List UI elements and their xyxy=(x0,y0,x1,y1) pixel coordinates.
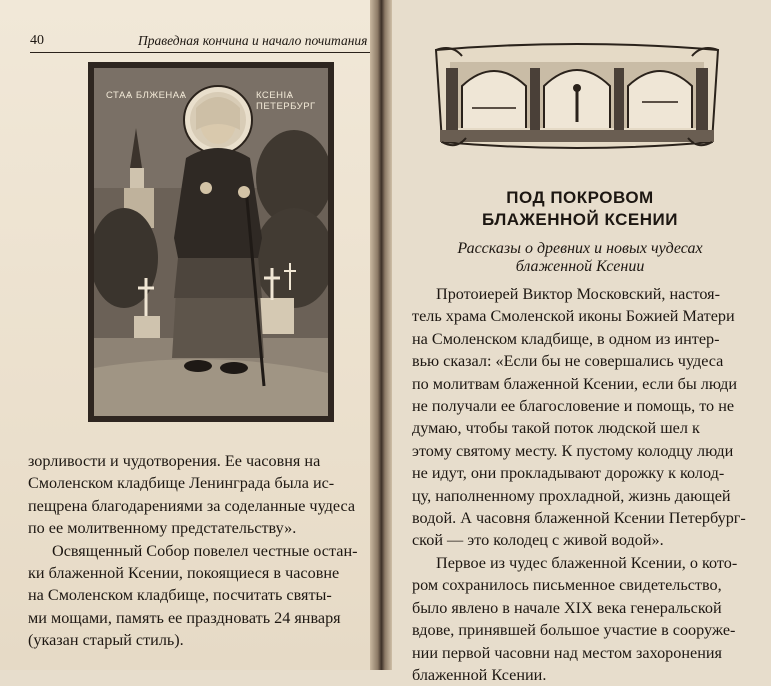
subtitle-line-2: блаженной Ксении xyxy=(515,258,645,275)
text-line: Первое из чудес блаженной Ксении, о кото- xyxy=(436,553,738,572)
text-line: было явлено в начале XIX века генеральской xyxy=(412,598,722,617)
text-line: вдове, принявшей большое участие в сооруже- xyxy=(412,621,736,640)
text-line: блаженной Ксении. xyxy=(412,665,547,684)
right-paragraph-2 xyxy=(412,552,748,686)
text-line: не идут, они прокладывают дорожку к колод- xyxy=(412,464,725,483)
icon-illustration xyxy=(88,62,334,422)
text-line: по молитвам блаженной Ксении, если бы люди xyxy=(412,374,738,393)
text-line: пещрена благодарениями за соделанные чудеса xyxy=(28,496,356,515)
page-number: 40 xyxy=(30,33,44,48)
text-line: зорливости и чудотворения. Ее часовня на xyxy=(28,452,321,470)
text-line: тель храма Смоленской иконы Божией Матери xyxy=(412,307,735,326)
arcade-vignette xyxy=(432,42,722,152)
icon-image xyxy=(94,68,328,416)
text-line: Протоиерей Виктор Московский, настоя- xyxy=(436,285,720,303)
text-line: ской — это колодец с живой водой». xyxy=(412,531,664,550)
text-line: цу, наполненному прохладной, жизнь дающей xyxy=(412,486,731,505)
text-line: ром сохранилось письменное свидетельство, xyxy=(412,576,722,595)
text-line: по ее молитвенному предстательству». xyxy=(28,519,297,538)
text-line: Смоленском кладбище Ленинграда была ис- xyxy=(28,474,335,493)
text-line: думаю, чтобы такой поток людской шел к xyxy=(412,419,700,438)
right-paragraph-1 xyxy=(412,283,748,552)
text-line: вью сказал: «Если бы не совершались чудеса xyxy=(412,352,724,371)
text-line: водой. А часовня блаженной Ксении Петербург- xyxy=(412,509,746,528)
section-title-line-1: ПОД ПОКРОВОМ xyxy=(506,188,654,207)
text-line: ки блаженной Ксении, покоящиеся в часовне xyxy=(28,564,340,583)
chapter-title: Праведная кончина и начало почитания xyxy=(138,33,368,48)
left-body-text xyxy=(28,450,368,652)
text-line: Освященный Собор повелел честные остан- xyxy=(52,541,358,560)
text-line: ми мощами, память ее праздновать 24 января xyxy=(28,608,341,627)
section-title-line-2: БЛАЖЕННОЙ КСЕНИИ xyxy=(482,210,678,229)
text-line: не получали ее благословение и помощь, то не xyxy=(412,397,735,416)
text-line: на Смоленском кладбище, в одном из интер- xyxy=(412,329,720,348)
icon-label-right: КСЕНІѦ ПЕТЕРБУРГ xyxy=(256,90,316,112)
left-paragraph-2 xyxy=(28,540,368,652)
text-line: на Смоленском кладбище, посчитать святы- xyxy=(28,586,332,605)
subtitle-line-1: Рассказы о древних и новых чудесах xyxy=(457,240,703,257)
left-paragraph-1 xyxy=(28,450,368,540)
running-head xyxy=(30,30,378,53)
icon-label-left: СТАѦ БЛЖЕНАѦ xyxy=(106,90,187,101)
right-body-text xyxy=(412,283,748,686)
text-line: этому святому месту. К пустому колодцу люди xyxy=(412,441,734,460)
text-line: (указан старый стиль). xyxy=(28,631,184,650)
left-page xyxy=(0,0,378,670)
text-line: нии первой часовни над местом захоронения xyxy=(412,643,722,662)
